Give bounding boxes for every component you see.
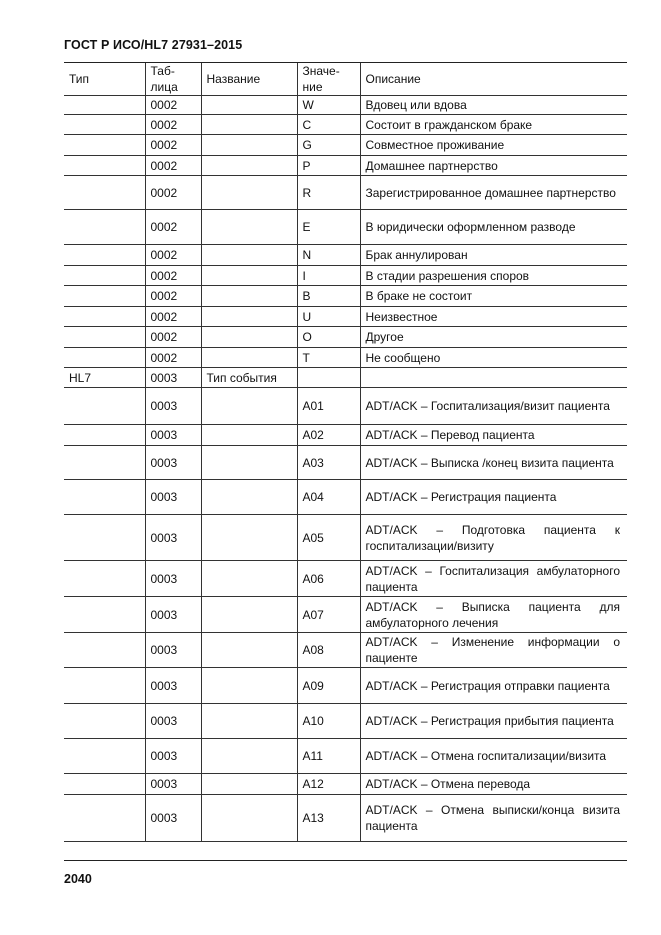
- cell-type: [64, 327, 145, 348]
- cell-type: [64, 739, 145, 774]
- cell-description: Неизвестное: [360, 307, 627, 327]
- cell-value: T: [297, 348, 360, 368]
- column-header-value: Значе- ние: [297, 63, 360, 96]
- cell-name: [201, 176, 297, 210]
- table-row: [64, 704, 627, 739]
- cell-type: [64, 561, 145, 597]
- table-row: [64, 245, 627, 266]
- cell-description: В браке не состоит: [360, 286, 627, 307]
- cell-value: O: [297, 327, 360, 348]
- cell-table: 0003: [145, 668, 201, 704]
- cell-name: [201, 135, 297, 156]
- page-number: 2040: [64, 872, 92, 886]
- cell-value: R: [297, 176, 360, 210]
- cell-description: [360, 368, 627, 388]
- cell-table: 0003: [145, 368, 201, 388]
- table-body: [64, 96, 627, 842]
- table-row: [64, 668, 627, 704]
- cell-value: A11: [297, 739, 360, 774]
- cell-value: A05: [297, 515, 360, 561]
- cell-type: [64, 210, 145, 245]
- table-row: [64, 96, 627, 115]
- cell-name: [201, 597, 297, 633]
- cell-table: 0003: [145, 480, 201, 515]
- cell-type: [64, 704, 145, 739]
- cell-value: G: [297, 135, 360, 156]
- cell-type: [64, 425, 145, 446]
- cell-table: 0002: [145, 96, 201, 115]
- cell-table: 0003: [145, 388, 201, 425]
- table-row: [64, 327, 627, 348]
- cell-value: A12: [297, 774, 360, 795]
- table-header-row: [64, 63, 627, 96]
- table-row: [64, 115, 627, 135]
- cell-description: ADT/ACK – Подготовка пациента к госпитализации/визиту: [360, 515, 627, 561]
- cell-table: 0002: [145, 327, 201, 348]
- cell-table: 0002: [145, 266, 201, 286]
- cell-type: [64, 286, 145, 307]
- cell-description: Совместное проживание: [360, 135, 627, 156]
- cell-value: E: [297, 210, 360, 245]
- table-row: [64, 795, 627, 842]
- cell-name: [201, 633, 297, 668]
- cell-value: A06: [297, 561, 360, 597]
- cell-table: 0002: [145, 245, 201, 266]
- cell-value: W: [297, 96, 360, 115]
- cell-name: [201, 739, 297, 774]
- table-row: [64, 480, 627, 515]
- cell-table: 0002: [145, 286, 201, 307]
- cell-value: A08: [297, 633, 360, 668]
- cell-description: ADT/ACK – Регистрация прибытия пациента: [360, 704, 627, 739]
- cell-value: A02: [297, 425, 360, 446]
- cell-value: A03: [297, 446, 360, 480]
- cell-type: [64, 480, 145, 515]
- cell-name: [201, 245, 297, 266]
- table-row: [64, 368, 627, 388]
- cell-value: [297, 368, 360, 388]
- cell-table: 0002: [145, 115, 201, 135]
- cell-name: [201, 795, 297, 842]
- cell-value: U: [297, 307, 360, 327]
- cell-type: [64, 245, 145, 266]
- cell-table: 0002: [145, 348, 201, 368]
- cell-name: [201, 307, 297, 327]
- table-row: [64, 597, 627, 633]
- cell-table: 0002: [145, 210, 201, 245]
- cell-description: Не сообщено: [360, 348, 627, 368]
- cell-name: [201, 348, 297, 368]
- cell-type: [64, 307, 145, 327]
- cell-table: 0003: [145, 739, 201, 774]
- table-row: [64, 135, 627, 156]
- cell-table: 0003: [145, 446, 201, 480]
- cell-table: 0003: [145, 425, 201, 446]
- cell-type: [64, 633, 145, 668]
- cell-value: I: [297, 266, 360, 286]
- cell-name: [201, 96, 297, 115]
- table-row: [64, 307, 627, 327]
- cell-value: N: [297, 245, 360, 266]
- cell-name: [201, 515, 297, 561]
- document-header: ГОСТ Р ИСО/HL7 27931–2015: [64, 38, 243, 52]
- table-row: [64, 774, 627, 795]
- cell-description: Зарегистрированное домашнее партнерство: [360, 176, 627, 210]
- cell-value: A04: [297, 480, 360, 515]
- cell-description: ADT/ACK – Отмена выписки/конца визита пациента: [360, 795, 627, 842]
- cell-value: A10: [297, 704, 360, 739]
- column-header-description: Описание: [360, 63, 627, 96]
- cell-table: 0002: [145, 176, 201, 210]
- column-header-type: Тип: [64, 63, 145, 96]
- code-table: [64, 63, 627, 842]
- cell-table: 0002: [145, 307, 201, 327]
- cell-value: A07: [297, 597, 360, 633]
- cell-name: [201, 480, 297, 515]
- table-row: [64, 425, 627, 446]
- cell-name: [201, 668, 297, 704]
- cell-description: ADT/ACK – Регистрация отправки пациента: [360, 668, 627, 704]
- cell-name: [201, 156, 297, 176]
- cell-table: 0003: [145, 704, 201, 739]
- cell-name: [201, 774, 297, 795]
- cell-table: 0003: [145, 597, 201, 633]
- cell-table: 0002: [145, 135, 201, 156]
- cell-description: Домашнее партнерство: [360, 156, 627, 176]
- cell-name: [201, 704, 297, 739]
- table-row: [64, 286, 627, 307]
- cell-type: [64, 774, 145, 795]
- cell-type: [64, 266, 145, 286]
- cell-description: ADT/ACK – Госпитализация/визит пациента: [360, 388, 627, 425]
- cell-type: [64, 156, 145, 176]
- cell-table: 0003: [145, 795, 201, 842]
- cell-description: Брак аннулирован: [360, 245, 627, 266]
- cell-table: 0003: [145, 515, 201, 561]
- cell-value: C: [297, 115, 360, 135]
- table-row: [64, 739, 627, 774]
- table-row: [64, 388, 627, 425]
- cell-description: ADT/ACK – Перевод пациента: [360, 425, 627, 446]
- table-row: [64, 633, 627, 668]
- cell-name: [201, 388, 297, 425]
- cell-value: A09: [297, 668, 360, 704]
- cell-value: A01: [297, 388, 360, 425]
- cell-description: ADT/ACK – Регистрация пациента: [360, 480, 627, 515]
- table-row: [64, 156, 627, 176]
- cell-type: [64, 348, 145, 368]
- cell-type: [64, 446, 145, 480]
- cell-name: [201, 266, 297, 286]
- table-row: [64, 210, 627, 245]
- table-row: [64, 561, 627, 597]
- cell-type: [64, 135, 145, 156]
- cell-type: [64, 668, 145, 704]
- cell-description: В юридически оформленном разводе: [360, 210, 627, 245]
- cell-table: 0003: [145, 633, 201, 668]
- cell-name: [201, 446, 297, 480]
- cell-type: [64, 176, 145, 210]
- cell-value: P: [297, 156, 360, 176]
- cell-name: Тип события: [201, 368, 297, 388]
- cell-type: [64, 597, 145, 633]
- table-row: [64, 446, 627, 480]
- cell-table: 0003: [145, 561, 201, 597]
- cell-name: [201, 286, 297, 307]
- cell-type: [64, 96, 145, 115]
- cell-description: Состоит в гражданском браке: [360, 115, 627, 135]
- cell-name: [201, 115, 297, 135]
- cell-name: [201, 425, 297, 446]
- column-header-name: Название: [201, 63, 297, 96]
- column-header-table: Таб- лица: [145, 63, 201, 96]
- cell-value: B: [297, 286, 360, 307]
- cell-name: [201, 561, 297, 597]
- cell-type: HL7: [64, 368, 145, 388]
- table-row: [64, 266, 627, 286]
- cell-name: [201, 327, 297, 348]
- cell-table: 0002: [145, 156, 201, 176]
- cell-description: ADT/ACK – Отмена перевода: [360, 774, 627, 795]
- cell-type: [64, 515, 145, 561]
- cell-name: [201, 210, 297, 245]
- cell-description: ADT/ACK – Выписка /конец визита пациента: [360, 446, 627, 480]
- cell-value: A13: [297, 795, 360, 842]
- table-row: [64, 176, 627, 210]
- table-row: [64, 515, 627, 561]
- cell-description: ADT/ACK – Отмена госпитализации/визита: [360, 739, 627, 774]
- cell-table: 0003: [145, 774, 201, 795]
- cell-type: [64, 388, 145, 425]
- cell-description: В стадии разрешения споров: [360, 266, 627, 286]
- cell-type: [64, 795, 145, 842]
- cell-description: Вдовец или вдова: [360, 96, 627, 115]
- data-table-frame: [64, 62, 627, 861]
- cell-description: ADT/ACK – Выписка пациента для амбулаторного лечения: [360, 597, 627, 633]
- table-row: [64, 348, 627, 368]
- cell-type: [64, 115, 145, 135]
- cell-description: Другое: [360, 327, 627, 348]
- cell-description: ADT/ACK – Госпитализация амбулаторного пациента: [360, 561, 627, 597]
- cell-description: ADT/ACK – Изменение информации о пациенте: [360, 633, 627, 668]
